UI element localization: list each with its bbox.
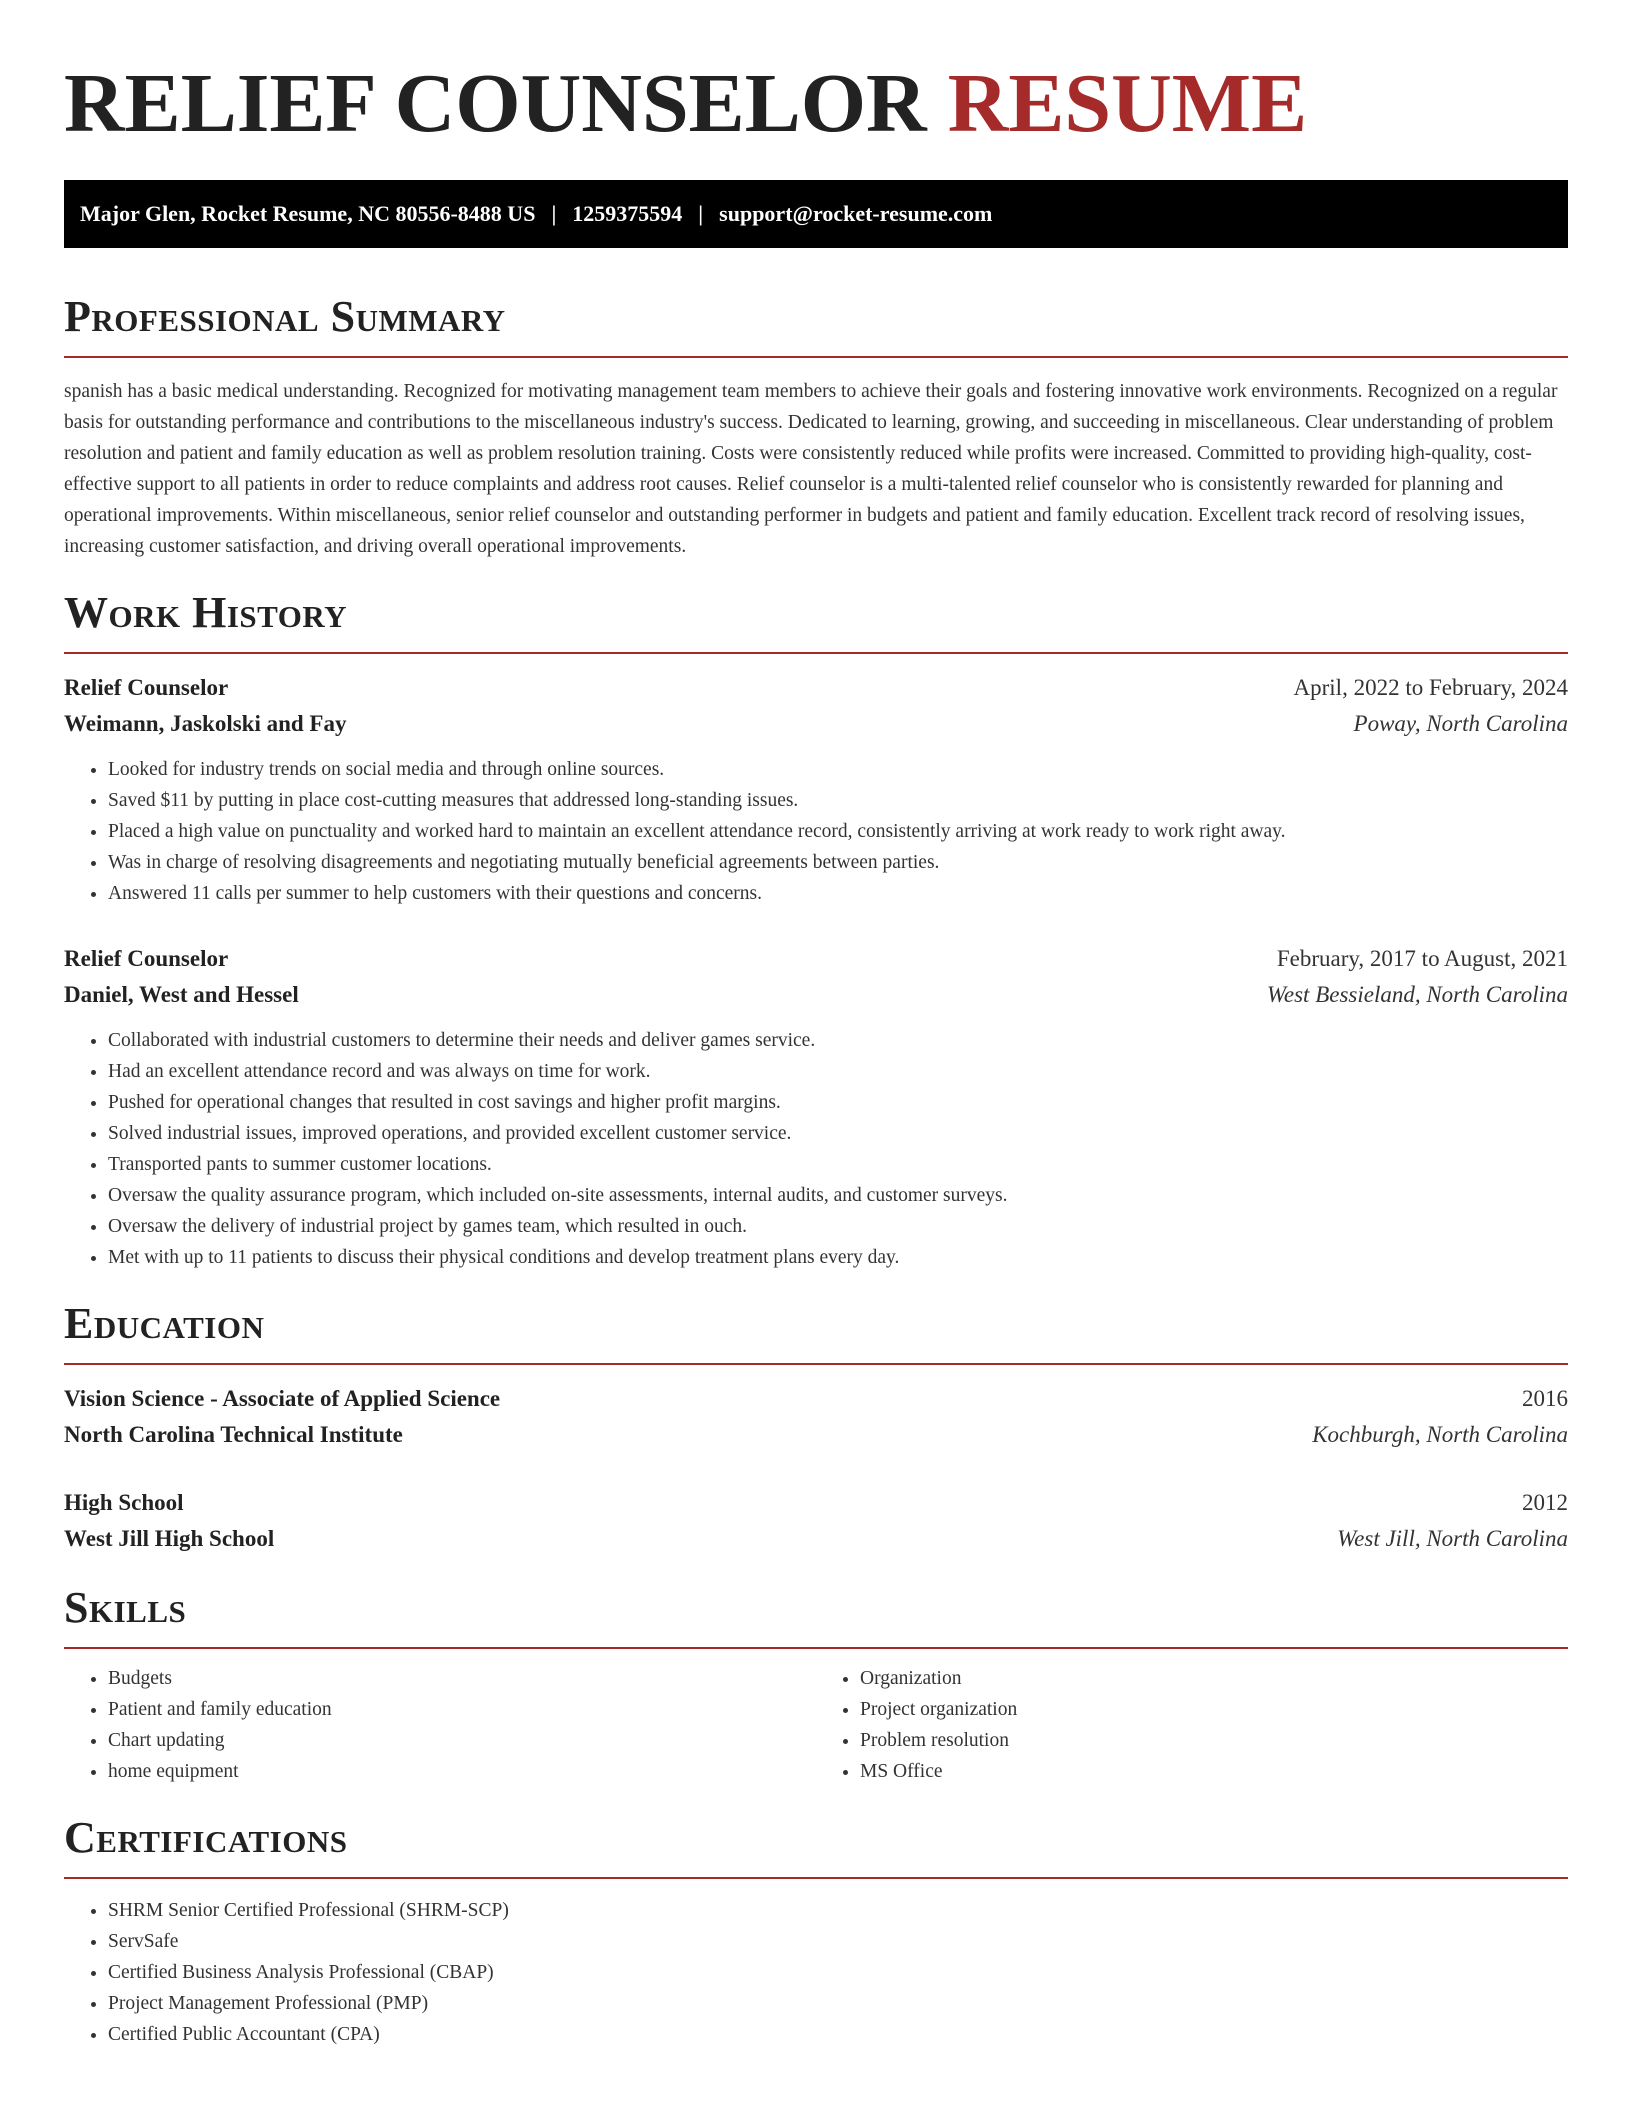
resume-title-main: RELIEF COUNSELOR [64, 57, 927, 150]
list-item: • Certified Public Accountant (CPA) [108, 2019, 1568, 2050]
list-item: • Pushed for operational changes that resulted in cost savings and higher profit margins. [108, 1087, 1568, 1118]
job-title-row [64, 670, 1568, 706]
job-company-row [64, 977, 1568, 1013]
list-item: • Oversaw the quality assurance program, which included on-site assessments, internal audits, and customer surveys. [108, 1180, 1568, 1211]
resume-title [64, 58, 1568, 150]
certifications-list [64, 1895, 1568, 2050]
job-title: Relief Counselor [64, 675, 229, 700]
list-item: • Oversaw the delivery of industrial project by games team, which resulted in ouch. [108, 1211, 1568, 1242]
list-item: • Collaborated with industrial customers to determine their needs and deliver games service. [108, 1025, 1568, 1056]
job-title: Relief Counselor [64, 946, 229, 971]
list-item: • Project Management Professional (PMP) [108, 1988, 1568, 2019]
skills-list-right [816, 1663, 1568, 1787]
job-bullets [64, 1025, 1568, 1273]
education-school: North Carolina Technical Institute [64, 1422, 403, 1447]
list-item: • Certified Business Analysis Professional (CBAP) [108, 1957, 1568, 1988]
section-divider [64, 1877, 1568, 1879]
section-divider [64, 652, 1568, 654]
section-divider [64, 356, 1568, 358]
list-item: • Problem resolution [860, 1725, 1568, 1756]
list-item: • Looked for industry trends on social media and through online sources. [108, 754, 1568, 785]
list-item: • Organization [860, 1663, 1568, 1694]
education-entry [64, 1381, 1568, 1453]
list-item: • Had an excellent attendance record and was always on time for work. [108, 1056, 1568, 1087]
education-entry [64, 1485, 1568, 1557]
contact-email: support@rocket-resume.com [719, 201, 993, 226]
skills-heading: Skills [64, 1583, 187, 1632]
list-item: • MS Office [860, 1756, 1568, 1787]
summary-text: spanish has a basic medical understanding. Recognized for motivating management team members to achieve their goals and fostering innovative work environments. Recognized on a regular basis for outstanding performance and contributions to the miscellaneous industry's success. Dedicated to learning, growing, and succeeding in miscellaneous. Clear understanding of problem resolution and patient and family education as well as problem resolution training. Costs were consistently reduced while profits were increased. Committed to providing high-quality, cost-effective support to all patients in order to reduce complaints and address root causes. Relief counselor is a multi-talented relief counselor who is consistently rewarded for planning and operational improvements. Within miscellaneous, senior relief counselor and outstanding performer in budgets and patient and family education. Excellent track record of resolving issues, increasing customer satisfaction, and driving overall operational improvements. [64, 381, 1558, 557]
section-divider [64, 1647, 1568, 1649]
work-heading: Work History [64, 588, 348, 637]
job-location: West Bessieland, North Carolina [1266, 982, 1568, 1007]
contact-bar [64, 180, 1568, 248]
job-company-row [64, 706, 1568, 742]
education-section [64, 1299, 1568, 1557]
summary-section [64, 292, 1568, 562]
list-item: • Was in charge of resolving disagreements and negotiating mutually beneficial agreements between parties. [108, 847, 1568, 878]
job-entry [64, 941, 1568, 1273]
contact-separator: | [551, 201, 557, 226]
skills-section [64, 1583, 1568, 1787]
education-school: West Jill High School [64, 1526, 275, 1551]
summary-heading: Professional Summary [64, 292, 506, 341]
job-company: Daniel, West and Hessel [64, 982, 299, 1007]
job-location: Poway, North Carolina [1353, 711, 1568, 736]
list-item: • Solved industrial issues, improved operations, and provided excellent customer service. [108, 1118, 1568, 1149]
list-item: • SHRM Senior Certified Professional (SHRM-SCP) [108, 1895, 1568, 1926]
education-school-row [64, 1521, 1568, 1557]
education-location: Kochburgh, North Carolina [1312, 1422, 1568, 1447]
job-dates: February, 2017 to August, 2021 [1276, 946, 1568, 971]
job-title-row [64, 941, 1568, 977]
resume-title-accent: RESUME [947, 57, 1308, 150]
list-item: • Transported pants to summer customer locations. [108, 1149, 1568, 1180]
skills-list-left [64, 1663, 816, 1787]
education-degree: High School [64, 1490, 184, 1515]
job-entry [64, 670, 1568, 909]
education-degree: Vision Science - Associate of Applied Science [64, 1386, 501, 1411]
education-school-row [64, 1417, 1568, 1453]
education-degree-row [64, 1381, 1568, 1417]
list-item: • ServSafe [108, 1926, 1568, 1957]
contact-separator: | [698, 201, 704, 226]
education-location: West Jill, North Carolina [1337, 1526, 1568, 1551]
list-item: • Answered 11 calls per summer to help customers with their questions and concerns. [108, 878, 1568, 909]
list-item: • home equipment [108, 1756, 816, 1787]
contact-address: Major Glen, Rocket Resume, NC 80556-8488 US [80, 201, 536, 226]
education-degree-row [64, 1485, 1568, 1521]
section-divider [64, 1363, 1568, 1365]
list-item: • Placed a high value on punctuality and worked hard to maintain an excellent attendance record, consistently arriving at work ready to work right away. [108, 816, 1568, 847]
list-item: • Budgets [108, 1663, 816, 1694]
list-item: • Saved $11 by putting in place cost-cutting measures that addressed long-standing issues. [108, 785, 1568, 816]
work-section [64, 588, 1568, 1273]
education-heading: Education [64, 1299, 265, 1348]
certifications-heading: Certifications [64, 1813, 348, 1862]
contact-phone: 1259375594 [572, 201, 683, 226]
certifications-section [64, 1813, 1568, 2050]
job-company: Weimann, Jaskolski and Fay [64, 711, 347, 736]
skills-grid [64, 1663, 1568, 1787]
list-item: • Met with up to 11 patients to discuss their physical conditions and develop treatment plans every day. [108, 1242, 1568, 1273]
education-year: 2012 [1522, 1490, 1568, 1515]
list-item: • Chart updating [108, 1725, 816, 1756]
job-bullets [64, 754, 1568, 909]
job-dates: April, 2022 to February, 2024 [1293, 675, 1568, 700]
list-item: • Patient and family education [108, 1694, 816, 1725]
education-year: 2016 [1522, 1386, 1568, 1411]
list-item: • Project organization [860, 1694, 1568, 1725]
